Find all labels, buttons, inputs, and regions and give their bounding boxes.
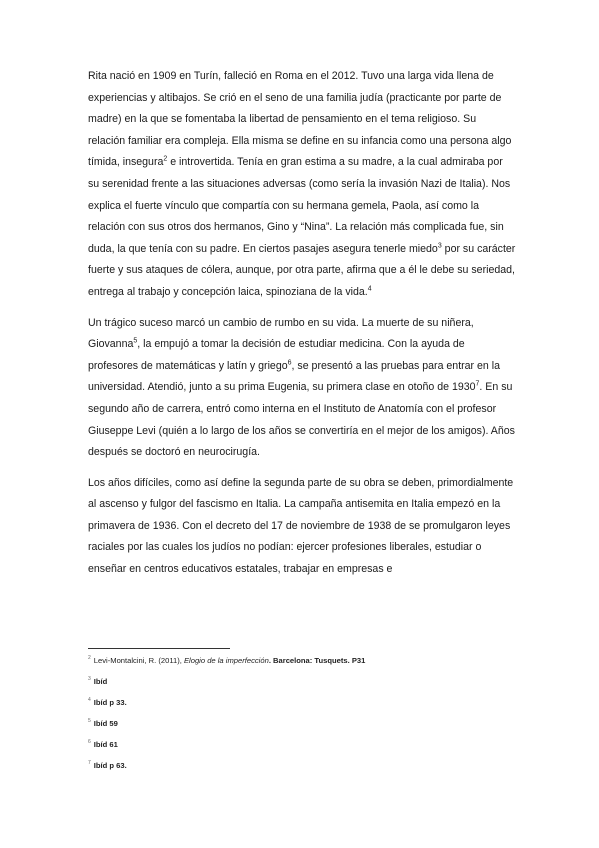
footnote-ref: 4 — [367, 285, 372, 293]
footnote-text: Ibíd — [93, 677, 108, 686]
text-run: Un trágico suceso marcó un cambio de rumbo en su vida. La muerte de su niñera, Giovanna — [88, 316, 474, 351]
paragraph — [88, 473, 516, 581]
text-run: , se presentó a las pruebas para entrar en la universidad. Atendió, junto a su prima Eugenia, su primera clase en otoño de 1930 — [88, 359, 501, 394]
text-run: . En su segundo año de carrera, entró como interna en el Instituto de Anatomía con el profesor Giuseppe Levi (quién a lo largo de los años se convertiría en el mejor de los amigos). Años después se doctoró en neurocirugía. — [88, 381, 515, 459]
footnote-number: 2 — [88, 655, 91, 662]
footnote-separator — [88, 648, 230, 649]
text-run: e introvertida. Tenía en gran estima a su madre, a la cual admiraba por su serenidad frente a las situaciones adversas (como sería la invasión Nazi de Italia). Nos explica el fuerte vínculo que compartía con su hermana gemela, Paola, así como la relación con sus otros dos hermanos, Gino y “Nina”. La relación más complicada fue, sin duda, la que tenía con su padre. En ciertos pasajes asegura tenerle miedo — [88, 156, 511, 255]
text-run: Rita nació en 1909 en Turín, falleció en Roma en el 2012. Tuvo una larga vida llena de experiencias y altibajos. Se crió en el seno de una familia judía (practicante por parte de madre) en la que se fomentaba la libertad de pensamiento en el tema religioso. Su relación familiar era compleja. Ella misma se define en su infancia como una persona algo tímida, insegura — [88, 70, 512, 169]
body-text — [88, 66, 516, 590]
footnote — [88, 675, 516, 696]
footnote-ref: 5 — [133, 337, 138, 345]
footnotes — [88, 654, 516, 780]
footnote-ref: 7 — [475, 380, 480, 388]
footnote-number: 6 — [88, 739, 91, 746]
footnote-text: Ibíd p 33. — [93, 698, 127, 707]
footnote-text: Ibíd 61 — [93, 740, 118, 749]
footnote-text: Ibíd p 63. — [93, 761, 127, 770]
paragraph — [88, 66, 516, 304]
footnote-author: Levi-Montalcini, R. (2011), — [93, 656, 184, 665]
footnote-number: 3 — [88, 676, 91, 683]
text-run: Los años difíciles, como así define la segunda parte de su obra se deben, primordialmente al ascenso y fulgor del fascismo en Italia. La campaña antisemita en Italia empezó en la primavera de 1936. Con el decreto del 17 de noviembre de 1938 de se promulgaron leyes raciales por las cuales los judíos no podían: ejercer profesiones liberales, estudiar o enseñar en centros educativos estatales, trabajar en empresas e — [88, 476, 514, 576]
footnote — [88, 654, 516, 675]
text-run: , la empujó a tomar la decisión de estudiar medicina. Con la ayuda de profesores de matemáticas y latín y griego — [88, 338, 465, 372]
footnote-number: 4 — [88, 697, 91, 704]
footnote-number: 5 — [88, 718, 91, 725]
footnote — [88, 696, 516, 717]
footnote-text: . Barcelona: Tusquets. P31 — [268, 656, 366, 665]
footnote-ref: 2 — [163, 155, 168, 163]
footnote — [88, 759, 516, 780]
footnote-ref: 6 — [287, 359, 292, 367]
footnote-ref: 3 — [437, 242, 442, 250]
footnote-number: 7 — [88, 760, 91, 767]
paragraph — [88, 313, 516, 464]
footnote-title: Elogio de la imperfección — [183, 656, 269, 665]
footnote-text: Ibíd 59 — [93, 719, 118, 728]
footnote — [88, 738, 516, 759]
footnote — [88, 717, 516, 738]
text-run: por su carácter fuerte y sus ataques de cólera, aunque, por otra parte, afirma que a él le debe su seriedad, entrega al trabajo y concepción laica, spinoziana de la vida. — [88, 242, 516, 298]
